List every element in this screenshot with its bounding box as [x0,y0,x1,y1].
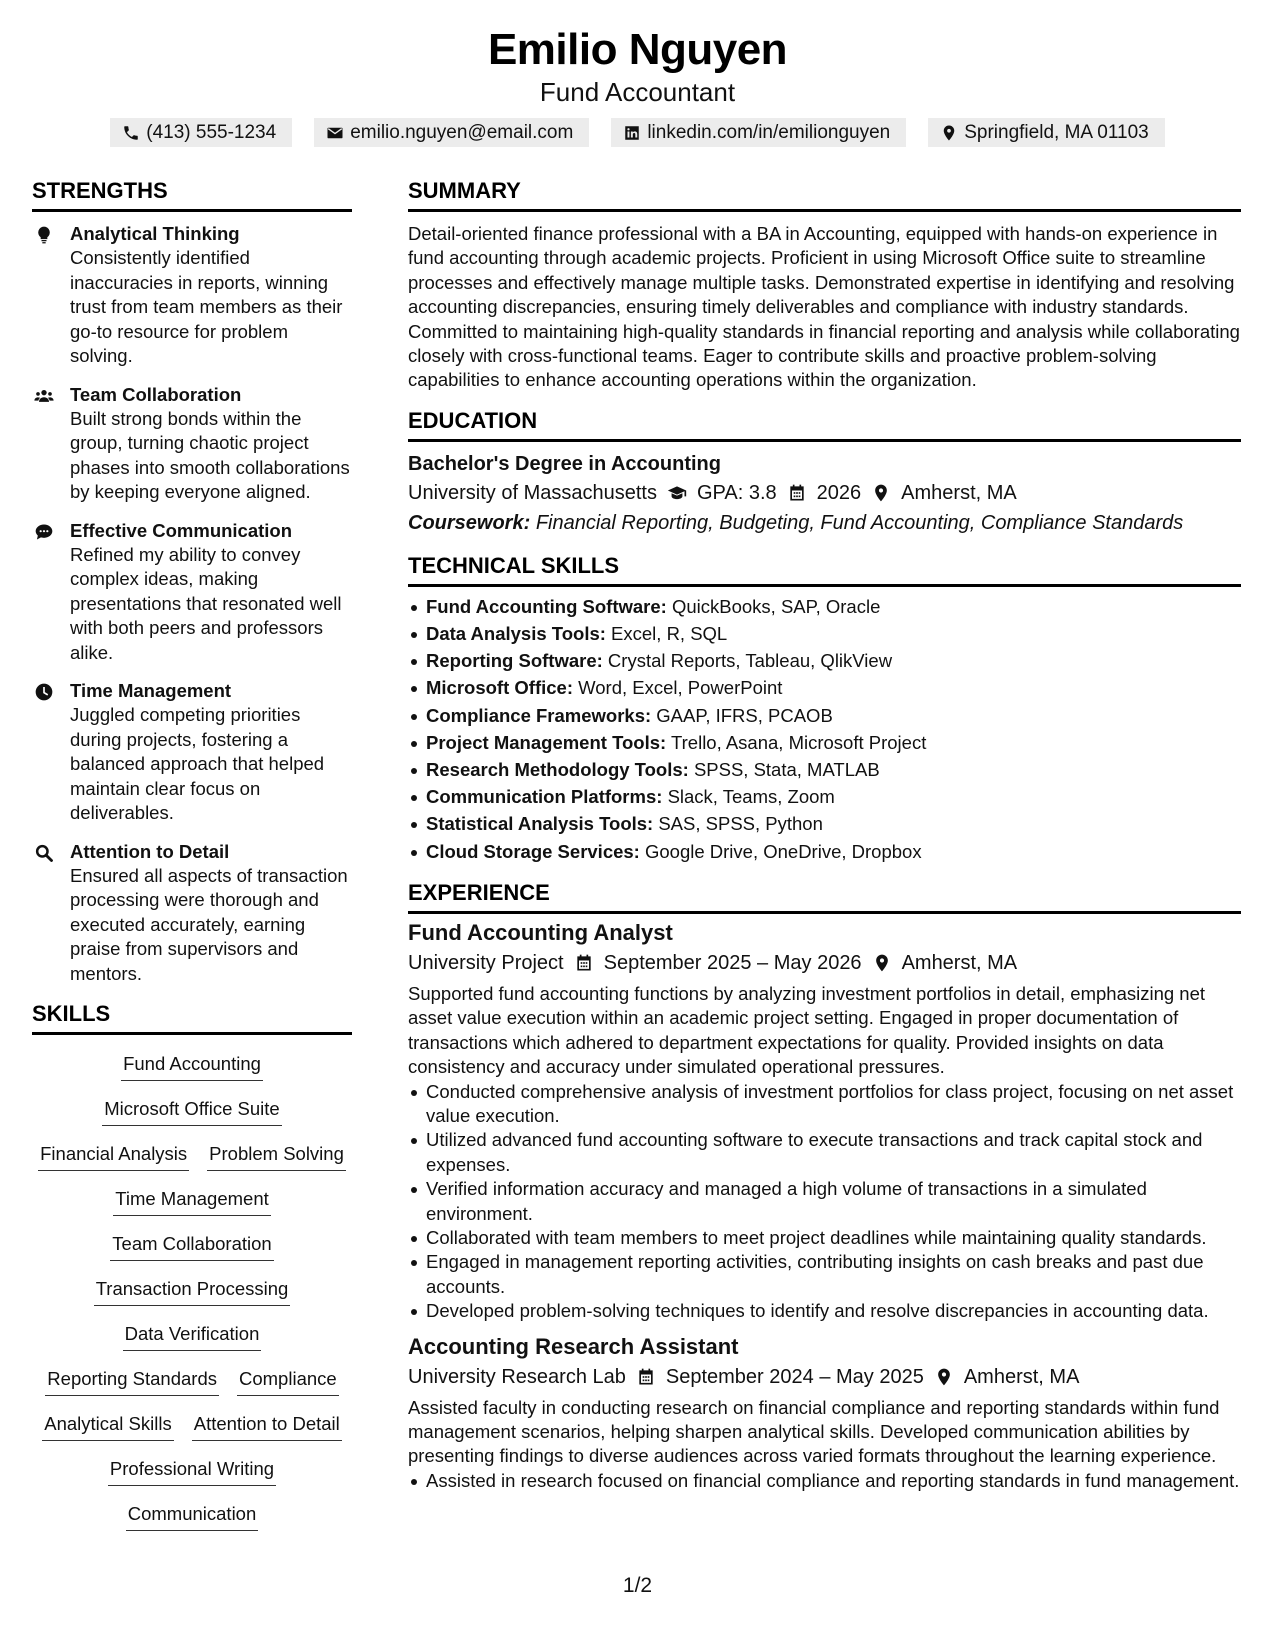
list-item: Research Methodology Tools: SPSS, Stata, MATLAB [408,756,1241,783]
strength-item [32,519,352,666]
contact-email[interactable] [314,118,589,147]
contact-location-text: Springfield, MA 01103 [964,122,1149,143]
list-item: Verified information accuracy and managed a high volume of transactions in a simulated environment. [408,1177,1241,1226]
strength-desc: Refined my ability to convey complex ideas, making presentations that resonated well with both peers and professors alike. [70,543,342,663]
job-meta [408,948,1241,978]
list-item: Collaborated with team members to meet project deadlines while maintaining quality standards. [408,1226,1241,1250]
skill-tag: Problem Solving [207,1141,346,1171]
right-column [408,177,1241,1493]
section-heading: STRENGTHS [32,177,352,212]
skills-list [32,1045,352,1546]
skill-tag: Financial Analysis [38,1141,189,1171]
job-summary: Assisted faculty in conducting research on financial compliance and reporting standards within fund management scenarios, helping sharpen analytical skills. Developed communication abilities by presenting findings to diverse audiences across varied formats throughout the learning experience. [408,1396,1220,1467]
list-item: Cloud Storage Services: Google Drive, OneDrive, Dropbox [408,838,1241,865]
job-title: Fund Accountant [539,77,736,107]
job-bullets [408,1080,1241,1324]
list-item: Project Management Tools: Trello, Asana, Microsoft Project [408,729,1241,756]
job-meta [408,1362,1241,1392]
summary-text: Detail-oriented finance professional with a BA in Accounting, equipped with hands-on experience in fund accounting through academic projects. Proficient in using Microsoft Office suite to streamline processes and effectively manage multiple tasks. Demonstrated expertise in identifying and resolving accounting discrepancies, ensuring timely deliverables and compliance with industry standards. Committed to maintaining high-quality standards in financial reporting and analysis while collaborating closely with cross-functional teams. Eager to contribute skills and proactive problem-solving capabilities to enhance accounting operations within the organization. [408,223,1240,391]
page-number: 1/2 [622,1574,653,1597]
location-pin-icon [940,124,958,142]
list-item: Compliance Frameworks: GAAP, IFRS, PCAOB [408,702,1241,729]
contact-bar [0,118,1275,147]
contact-phone-text: (413) 555-1234 [146,122,277,143]
linkedin-icon [623,124,641,142]
job-location: Amherst, MA [901,951,1018,974]
section-heading: EDUCATION [408,407,1241,442]
list-item: Engaged in management reporting activities, contributing insights on cash breaks and past due accounts. [408,1250,1241,1299]
skills-section [32,1000,352,1546]
skill-tag: Attention to Detail [192,1411,342,1441]
contact-phone[interactable] [110,118,292,147]
section-heading: SUMMARY [408,177,1241,212]
search-icon [34,843,54,863]
section-heading: EXPERIENCE [408,879,1241,914]
list-item: Assisted in research focused on financial compliance and reporting standards in fund management. [408,1469,1241,1493]
list-item: Statistical Analysis Tools: SAS, SPSS, Python [408,810,1241,837]
calendar-icon [787,483,807,503]
strength-desc: Consistently identified inaccuracies in reports, winning trust from team members as their go-to resource for problem solving. [70,247,343,366]
school-name: University of Massachusetts [408,481,657,504]
technical-skills-section [408,552,1241,865]
list-item: Data Analysis Tools: Excel, R, SQL [408,620,1241,647]
strength-item [32,840,352,987]
contact-email-text: emilio.nguyen@email.com [350,122,574,143]
strength-desc: Built strong bonds within the group, turning chaotic project phases into smooth collaborations by keeping everyone aligned. [70,407,350,502]
job-entry-title: Fund Accounting Analyst [408,919,673,945]
contact-linkedin[interactable] [611,118,906,147]
coursework [408,508,1241,538]
strength-item [32,679,352,826]
strength-item [32,383,352,505]
lightbulb-icon [34,225,54,245]
job-org: University Project [408,951,564,974]
job-bullets [408,1469,1241,1493]
strength-item [32,222,352,369]
coursework-list: Financial Reporting, Budgeting, Fund Accounting, Compliance Standards [535,511,1184,534]
calendar-icon [574,953,594,973]
list-item: Microsoft Office: Word, Excel, PowerPoint [408,674,1241,701]
list-item: Fund Accounting Software: QuickBooks, SAP, Oracle [408,593,1241,620]
coursework-label: Coursework: [408,511,531,534]
job-entry-title: Accounting Research Assistant [408,1333,739,1359]
list-item: Utilized advanced fund accounting software to execute transactions and track capital stock and expenses. [408,1128,1241,1177]
skill-tag: Time Management [113,1186,271,1216]
summary-section [408,177,1241,393]
technical-skills-list [408,593,1241,865]
list-item: Conducted comprehensive analysis of investment portfolios for class project, focusing on net asset value execution. [408,1080,1241,1129]
clock-icon [34,682,54,702]
job-org: University Research Lab [408,1365,626,1388]
strengths-section [32,177,352,986]
list-item: Reporting Software: Crystal Reports, Tableau, QlikView [408,647,1241,674]
skill-tag: Team Collaboration [110,1231,273,1261]
job-summary: Supported fund accounting functions by analyzing investment portfolios in detail, emphasizing net asset value execution within an academic project setting. Engaged in proper documentation of transactions which adhered to department expectations for quality. Provided insights on data consistency and accuracy under simulated operational pressures. [408,982,1206,1078]
graduation-cap-icon [667,483,687,503]
list-item: Communication Platforms: Slack, Teams, Zoom [408,783,1241,810]
location-pin-icon [872,953,892,973]
resume-header [0,0,1275,147]
skill-tag: Reporting Standards [45,1366,219,1396]
job-entry [408,1332,1241,1494]
graduation-year: 2026 [816,481,862,504]
skill-tag: Professional Writing [108,1456,276,1486]
left-column [32,177,352,1546]
skill-tag: Compliance [237,1366,339,1396]
degree-title: Bachelor's Degree in Accounting [408,452,721,475]
skill-tag: Analytical Skills [42,1411,174,1441]
job-dates: September 2024 – May 2025 [665,1365,924,1388]
job-location: Amherst, MA [963,1365,1080,1388]
education-section [408,407,1241,538]
envelope-icon [326,124,344,142]
contact-location [928,118,1165,147]
location-pin-icon [871,483,891,503]
skill-tag: Data Verification [123,1321,262,1351]
contact-linkedin-text: linkedin.com/in/emilionguyen [647,122,891,143]
strength-desc: Juggled competing priorities during projects, fostering a balanced approach that helped maintain clear focus on deliverables. [70,704,325,823]
education-location: Amherst, MA [901,481,1017,504]
comments-icon [34,522,54,542]
experience-section [408,879,1241,1493]
skill-tag: Fund Accounting [121,1051,263,1081]
list-item: Developed problem-solving techniques to identify and resolve discrepancies in accounting data. [408,1299,1241,1323]
strength-title: Time Management [70,680,232,701]
section-heading: SKILLS [32,1000,352,1035]
phone-icon [122,124,140,142]
job-dates: September 2025 – May 2026 [603,951,862,974]
calendar-icon [636,1367,656,1387]
strength-title: Team Collaboration [70,383,242,405]
strength-title: Analytical Thinking [70,223,240,244]
skill-tag: Microsoft Office Suite [102,1096,281,1126]
skill-tag: Communication [126,1501,259,1531]
skill-tag: Transaction Processing [94,1276,291,1306]
location-pin-icon [934,1367,954,1387]
candidate-name: Emilio Nguyen [487,25,788,74]
users-icon [34,386,54,406]
education-meta [408,478,1241,508]
strength-title: Attention to Detail [70,840,230,862]
job-entry [408,918,1241,1324]
section-heading: TECHNICAL SKILLS [408,552,1241,587]
gpa: GPA: 3.8 [696,481,777,504]
strength-desc: Ensured all aspects of transaction processing were thorough and executed accurately, earning praise from supervisors and mentors. [70,864,348,984]
strength-title: Effective Communication [70,519,293,541]
